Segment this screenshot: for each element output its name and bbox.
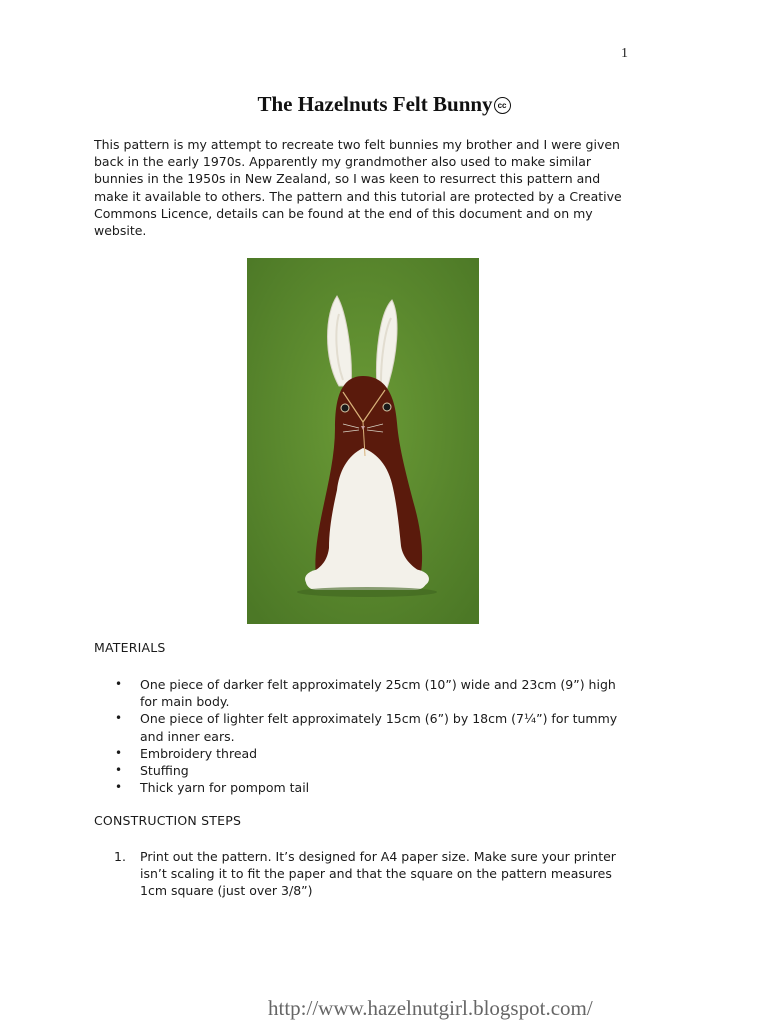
materials-heading: MATERIALS — [94, 640, 166, 655]
construction-heading: CONSTRUCTION STEPS — [94, 813, 242, 828]
step-text: Print out the pattern. It’s designed for A4 paper size. Make sure your printer isn’t scaling it to fit the paper and that the square on the pattern measures 1cm square (just over 3/8”) — [140, 849, 616, 899]
materials-item-text: One piece of darker felt approximately 25cm (10”) wide and 23cm (9”) high for main body. — [140, 677, 616, 710]
list-item — [115, 676, 636, 710]
bullet-icon: • — [115, 780, 123, 795]
list-item — [115, 762, 636, 779]
footer-url[interactable]: http://www.hazelnutgirl.blogspot.com/ — [268, 996, 593, 1020]
bullet-icon: • — [115, 677, 123, 691]
materials-item-text: Thick yarn for pompom tail — [140, 780, 310, 796]
step-item — [114, 848, 630, 900]
intro-paragraph: This pattern is my attempt to recreate two felt bunnies my brother and I were given back in the early 1970s. Apparently my grandmother also used to make similar bunnies in the 1950s in New Zealand, so I was keen to resurrect this pattern and make it available to others. The pattern and this tutorial are protected by a Creative Commons Licence, details can be found at the end of this document and on my website. — [94, 137, 622, 239]
right-eye — [383, 403, 391, 411]
page-number: 1 — [621, 46, 628, 61]
bunny-photo — [247, 258, 479, 624]
step-number: 1. — [114, 849, 126, 864]
list-item — [115, 745, 636, 762]
right-foot — [393, 569, 429, 589]
page-title — [0, 92, 768, 117]
materials-item-text: Stuffing — [140, 763, 189, 779]
materials-item-text: Embroidery thread — [140, 745, 258, 761]
bullet-icon: • — [115, 763, 123, 778]
creative-commons-icon: cc — [494, 97, 511, 114]
bullet-icon: • — [115, 711, 123, 726]
materials-item-text: One piece of lighter felt approximately 15cm (6”) by 18cm (7¼”) for tummy and inner ears. — [140, 711, 618, 744]
left-foot — [305, 569, 341, 589]
left-eye — [341, 404, 349, 412]
list-item — [115, 710, 636, 744]
title-text: The Hazelnuts Felt Bunny — [257, 92, 493, 116]
materials-list — [115, 676, 636, 796]
bullet-icon: • — [115, 745, 123, 760]
list-item — [115, 779, 636, 796]
construction-steps-list — [114, 848, 630, 900]
